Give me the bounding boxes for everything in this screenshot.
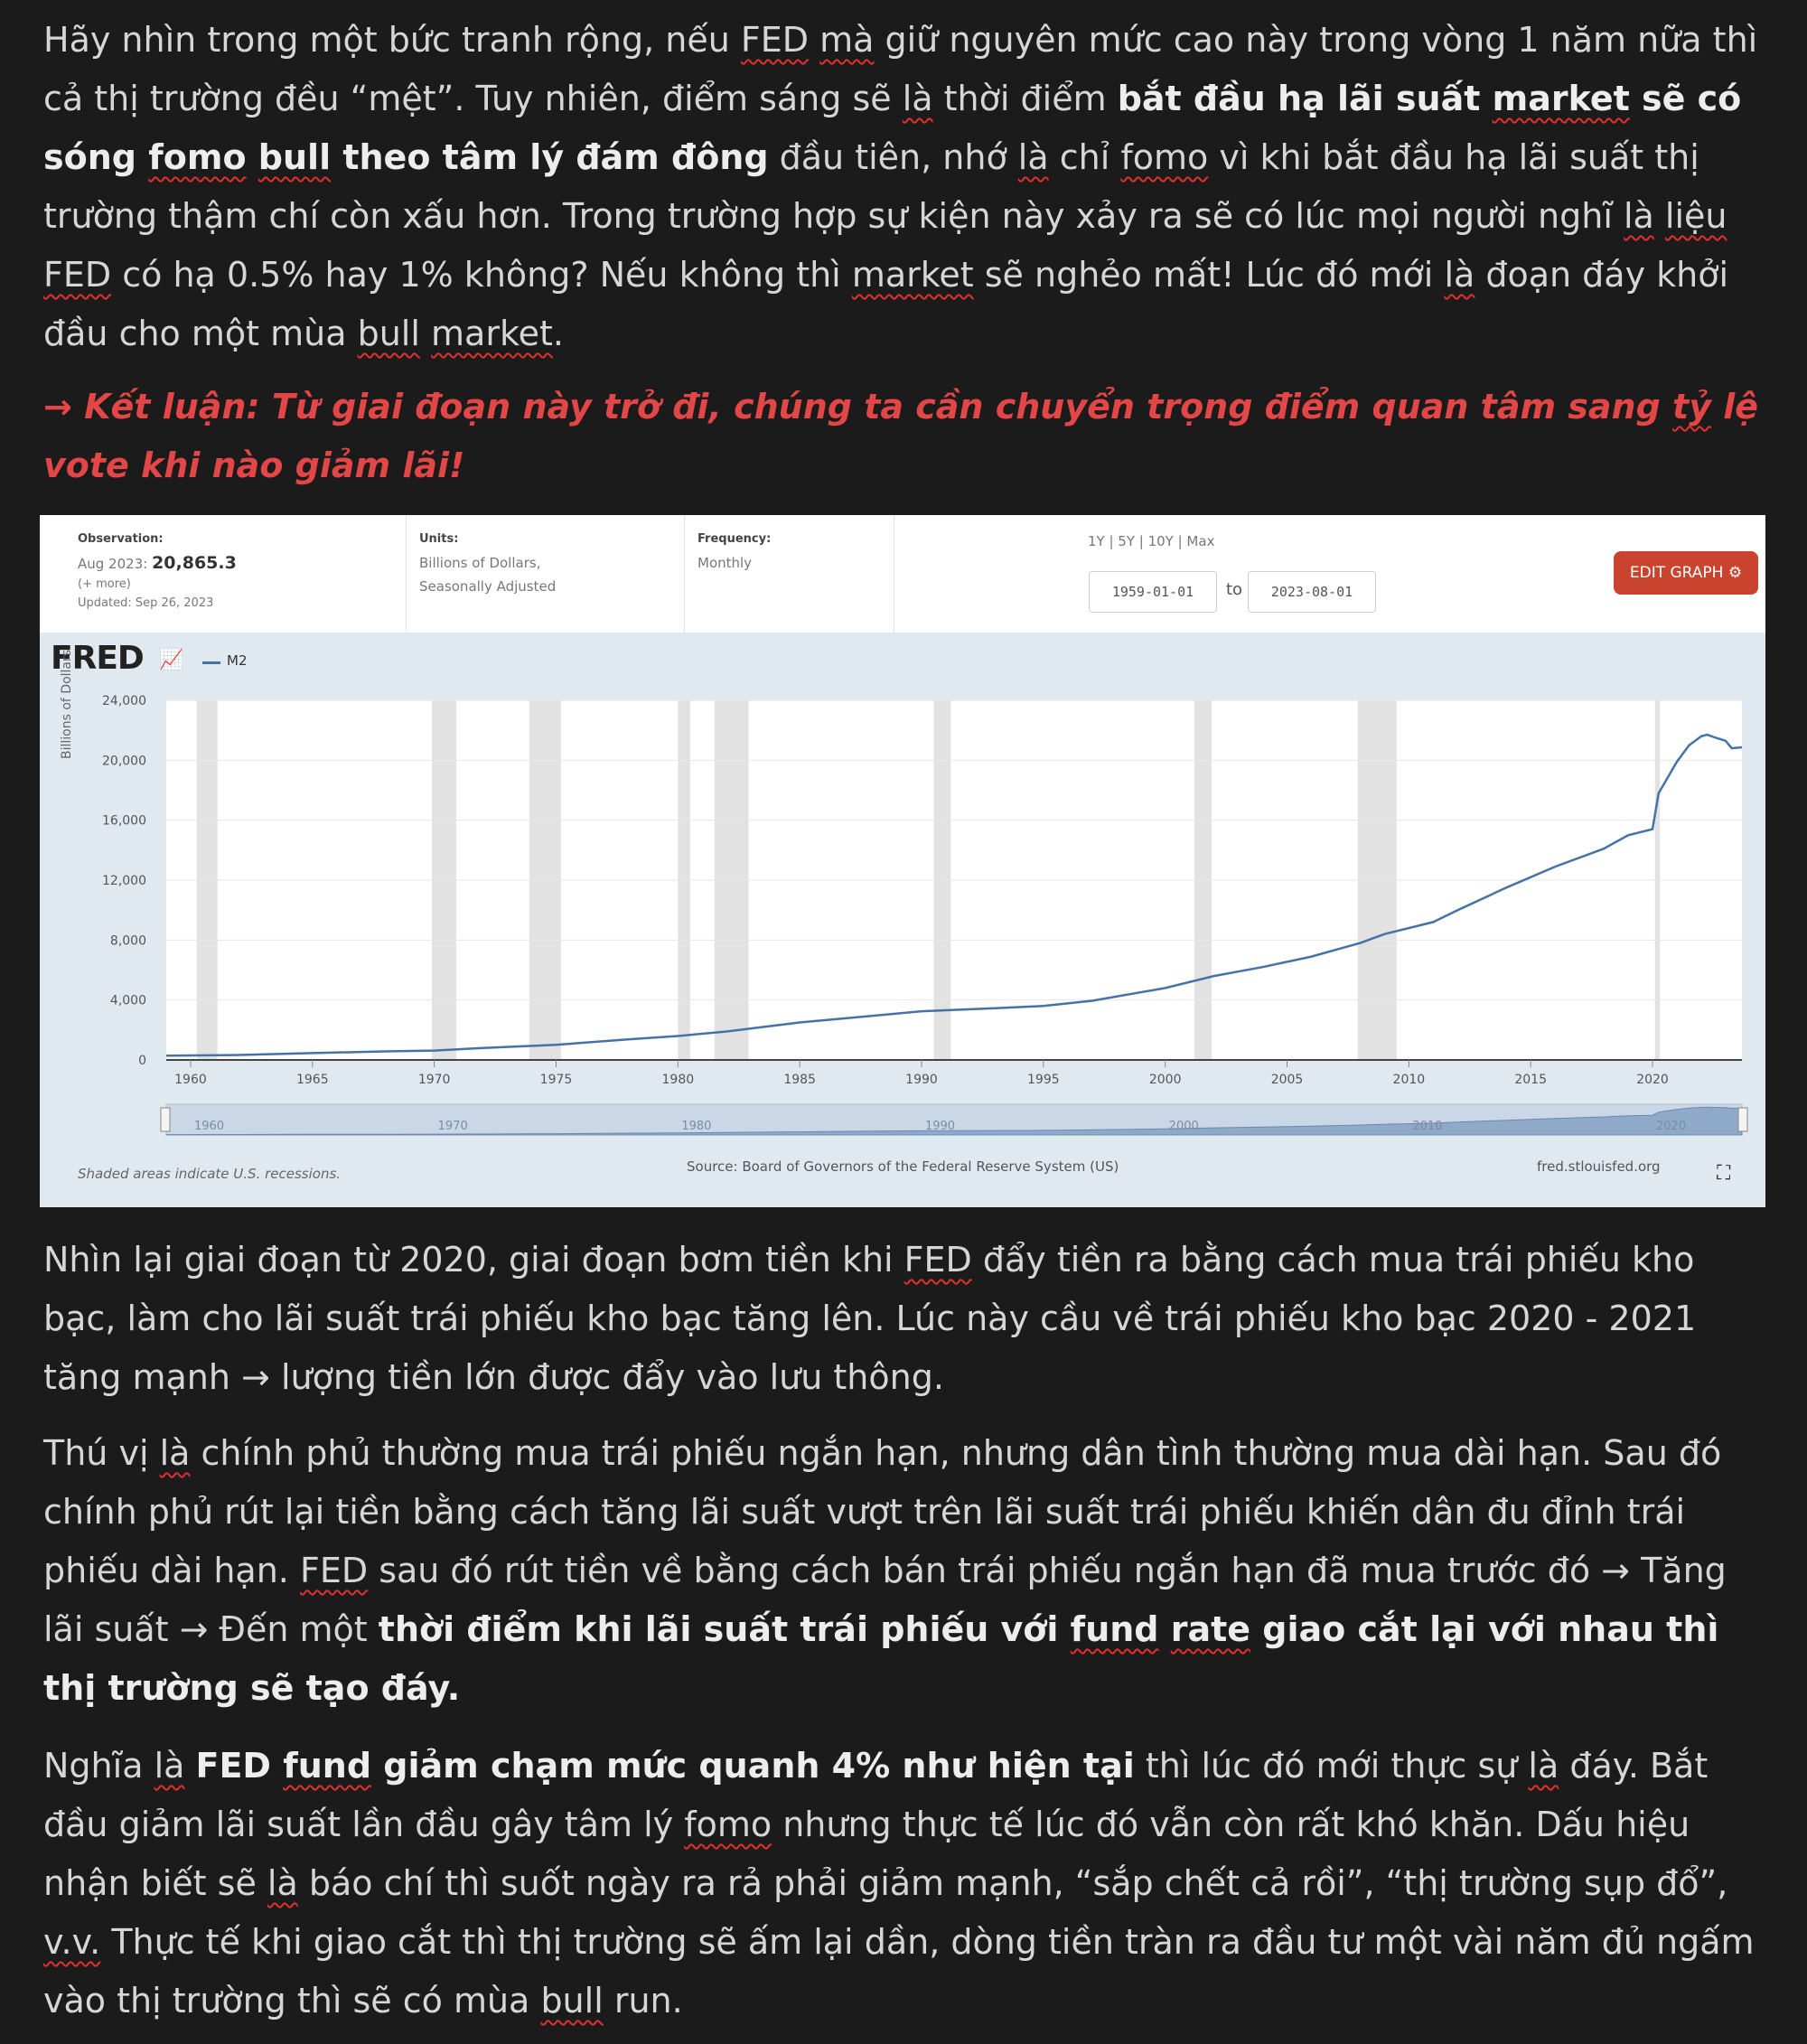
- spellcheck-word[interactable]: bull: [540, 1981, 604, 2021]
- text-run: vì khi bắt đầu hạ lãi suất thị trường thậm chí còn xấu hơn. Trong trường hợp sự kiện này xảy ra sẽ có lúc mọi người nghĩ: [43, 137, 1699, 236]
- frequency-value: Monthly: [698, 555, 753, 571]
- spellcheck-word[interactable]: là: [267, 1863, 298, 1903]
- y-tick-label: 8,000: [109, 933, 146, 949]
- spellcheck-word[interactable]: fund: [283, 1746, 372, 1786]
- y-tick-label: 12,000: [102, 874, 146, 888]
- text-run: giảm chạm mức quanh 4% như hiện tại: [371, 1746, 1135, 1786]
- spellcheck-word[interactable]: là: [1444, 255, 1475, 295]
- y-tick-label: 0: [138, 1054, 146, 1068]
- text-run: sẽ nghẻo mất! Lúc đó mới: [973, 255, 1445, 295]
- text-run: [420, 314, 431, 353]
- navigator-label: 1990: [924, 1120, 956, 1133]
- text-run: theo tâm lý đám đông: [331, 137, 769, 177]
- spellcheck-word[interactable]: market: [851, 255, 974, 295]
- spellcheck-word[interactable]: FED: [904, 1240, 972, 1280]
- text-run: [184, 1746, 195, 1786]
- text-run: run.: [603, 1981, 683, 2021]
- navigator-label: 1960: [193, 1120, 225, 1133]
- text-run: thời điểm: [932, 79, 1118, 118]
- observation-period: Aug 2023:: [78, 556, 148, 572]
- text-run: Thú vị: [43, 1433, 160, 1473]
- spellcheck-word[interactable]: market: [1492, 79, 1630, 118]
- units-label: Units:: [419, 532, 459, 546]
- spellcheck-word[interactable]: là: [159, 1433, 191, 1473]
- spellcheck-word[interactable]: là: [1017, 137, 1049, 177]
- spellcheck-word[interactable]: FED: [740, 20, 810, 60]
- text-run: thời điểm khi lãi suất trái phiếu với: [378, 1609, 1071, 1649]
- text-run: → Kết luận: Từ giai đoạn này trở đi, chúng ta cần chuyển trọng điểm quan tâm sang: [43, 387, 1673, 427]
- spellcheck-word[interactable]: rate: [1170, 1609, 1251, 1649]
- chart-line-icon: 📈: [159, 649, 184, 671]
- spellcheck-word[interactable]: là: [1623, 196, 1654, 236]
- spellcheck-word[interactable]: FED: [299, 1551, 369, 1590]
- x-tick-label: 1995: [1027, 1073, 1060, 1087]
- text-run: nhưng thực tế lúc đó vẫn còn rất khó khăn. Dấu hiệu nhận biết sẽ: [43, 1805, 1690, 1903]
- paragraph-bonds: [43, 1424, 1769, 1718]
- navigator-label: 1980: [681, 1120, 712, 1133]
- recession-footnote: Shaded areas indicate U.S. recessions.: [78, 1166, 342, 1182]
- spellcheck-word[interactable]: tỷ: [1672, 387, 1711, 427]
- fred-logo: FRED: [51, 640, 144, 677]
- y-tick-label: 4,000: [109, 993, 146, 1008]
- x-tick-label: 1960: [174, 1073, 207, 1087]
- text-run: .: [552, 314, 564, 353]
- spellcheck-word[interactable]: bull: [257, 137, 332, 177]
- navigator-handle-left: [161, 1108, 170, 1131]
- source-text: Source: Board of Governors of the Federal Reserve System (US): [687, 1158, 1119, 1175]
- spellcheck-word[interactable]: fomo: [684, 1805, 772, 1844]
- spellcheck-word[interactable]: là: [154, 1746, 185, 1786]
- spellcheck-word[interactable]: là: [1528, 1746, 1559, 1786]
- text-run: chính phủ thường mua trái phiếu ngắn hạn, nhưng dân tình thường mua dài hạn. Sau đó chính phủ rút lại tiền bằng cách tăng lãi suất vượt trên lãi suất trái phiếu khiến dân đu đỉnh trái phiếu dài hạn.: [43, 1433, 1722, 1590]
- spellcheck-word[interactable]: fomo: [1120, 137, 1209, 177]
- legend-label: M2: [227, 652, 248, 669]
- x-tick-label: 1975: [539, 1073, 573, 1087]
- frequency-label: Frequency:: [698, 532, 772, 546]
- text-run: Hãy nhìn trong một bức tranh rộng, nếu: [43, 20, 741, 60]
- more-link[interactable]: (+ more): [78, 577, 131, 591]
- paragraph-2020: [43, 1231, 1769, 1407]
- text-run: Nhìn lại giai đoạn từ 2020, giai đoạn bơm tiền khi: [43, 1240, 904, 1280]
- spellcheck-word[interactable]: là: [902, 79, 933, 118]
- spellcheck-word[interactable]: FED: [43, 255, 112, 295]
- navigator-handle-right: [1738, 1108, 1747, 1131]
- text-run: đẩy tiền ra bằng cách mua trái phiếu kho bạc, làm cho lãi suất trái phiếu kho bạc tăng lên. Lúc này cầu về trái phiếu kho bạc 2020 - 2021 tăng mạnh → lượng tiền lớn được đẩy vào lưu thông.: [43, 1240, 1697, 1397]
- text-run: [809, 20, 819, 60]
- chart-svg: [40, 515, 1765, 1207]
- spellcheck-word[interactable]: v.v.: [43, 1922, 101, 1962]
- spellcheck-word[interactable]: mà: [819, 20, 875, 60]
- spellcheck-word[interactable]: fomo: [148, 137, 247, 177]
- x-tick-label: 2000: [1148, 1073, 1182, 1087]
- navigator-label: 2020: [1656, 1120, 1687, 1133]
- text-run: [247, 137, 258, 177]
- spellcheck-word[interactable]: market: [431, 314, 553, 353]
- fullscreen-icon[interactable]: ⛶: [1717, 1162, 1731, 1185]
- edit-graph-label: EDIT GRAPH: [1629, 564, 1724, 582]
- date-to-input[interactable]: 2023-08-01: [1248, 571, 1376, 613]
- x-tick-label: 1965: [295, 1073, 329, 1087]
- site-link[interactable]: fred.stlouisfed.org: [1537, 1158, 1661, 1175]
- x-tick-label: 2015: [1514, 1073, 1548, 1087]
- units-value: Billions of Dollars,: [419, 555, 541, 571]
- range-navigator[interactable]: [161, 1104, 1747, 1135]
- date-from-input[interactable]: 1959-01-01: [1089, 571, 1217, 613]
- text-run: Nghĩa: [43, 1746, 154, 1786]
- x-tick-label: 2020: [1636, 1073, 1669, 1087]
- spellcheck-word[interactable]: fund: [1070, 1609, 1159, 1649]
- paragraph-intro: [43, 11, 1769, 363]
- text-run: lệ vote khi nào giảm lãi!: [43, 387, 1759, 485]
- text-run: thì lúc đó mới thực sự: [1134, 1746, 1529, 1786]
- x-tick-label: 2005: [1270, 1073, 1304, 1087]
- text-run: Thực tế khi giao cắt thì thị trường sẽ ấm lại dần, dòng tiền tràn ra đầu tư một vài năm đủ ngấm vào thị trường thì sẽ có mùa: [43, 1922, 1755, 2021]
- units-value-2: Seasonally Adjusted: [419, 578, 557, 595]
- y-axis-label: Billions of Dollars: [60, 649, 74, 759]
- updated-date: Updated: Sep 26, 2023: [78, 596, 214, 610]
- text-run: FED: [195, 1746, 271, 1786]
- y-tick-label: 24,000: [102, 694, 146, 708]
- text-run: giao cắt lại với nhau thì thị trường sẽ tạo đáy.: [43, 1609, 1719, 1708]
- bold-text: [196, 1746, 1135, 1786]
- fred-chart-image: [40, 515, 1765, 1207]
- x-tick-label: 1970: [417, 1073, 451, 1087]
- x-tick-label: 1980: [661, 1073, 695, 1087]
- text-run: sau đó rút tiền về bằng cách bán trái phiếu ngắn hạn đã mua trước đó → Tăng lãi suất → Đến một: [43, 1551, 1727, 1649]
- spellcheck-word[interactable]: liệu: [1664, 196, 1727, 236]
- conclusion-text: [43, 378, 1769, 495]
- x-tick-label: 1985: [783, 1073, 816, 1087]
- y-tick-label: 16,000: [102, 813, 146, 829]
- text-run: [1159, 1609, 1171, 1649]
- range-links[interactable]: 1Y | 5Y | 10Y | Max: [1088, 533, 1215, 549]
- text-run: chỉ: [1048, 137, 1121, 177]
- date-to-label: to: [1226, 580, 1243, 599]
- y-tick-label: 20,000: [102, 754, 146, 769]
- text-run: có hạ 0.5% hay 1% không? Nếu không thì: [111, 255, 852, 295]
- text-run: đáy. Bắt đầu giảm lãi suất lần đầu gây tâm lý: [43, 1746, 1709, 1844]
- gear-icon: ⚙: [1727, 564, 1743, 582]
- text-run: báo chí thì suốt ngày ra rả phải giảm mạnh, “sắp chết cả rồi”, “thị trường sụp đổ”,: [297, 1863, 1728, 1903]
- text-run: đầu tiên, nhớ: [768, 137, 1018, 177]
- observation-label: Observation:: [78, 532, 164, 546]
- text-run: sẽ có sóng: [43, 79, 1742, 177]
- x-tick-label: 1990: [905, 1073, 938, 1087]
- text-run: bắt đầu hạ lãi suất: [1117, 79, 1493, 118]
- spellcheck-word[interactable]: bull: [357, 314, 420, 353]
- observation-value: 20,865.3: [152, 553, 237, 573]
- x-tick-label: 2010: [1392, 1073, 1426, 1087]
- navigator-label: 1970: [437, 1120, 468, 1133]
- text-run: giữ nguyên mức cao này trong vòng 1 năm nữa thì cả thị trường đều “mệt”. Tuy nhiên, điểm sáng sẽ: [43, 20, 1758, 118]
- text-run: [271, 1746, 283, 1786]
- paragraph-bottom: [43, 1737, 1769, 2030]
- navigator-label: 2010: [1412, 1120, 1443, 1133]
- text-run: đoạn đáy khởi đầu cho một mùa: [43, 255, 1729, 353]
- text-run: [1654, 196, 1665, 236]
- navigator-label: 2000: [1168, 1120, 1199, 1133]
